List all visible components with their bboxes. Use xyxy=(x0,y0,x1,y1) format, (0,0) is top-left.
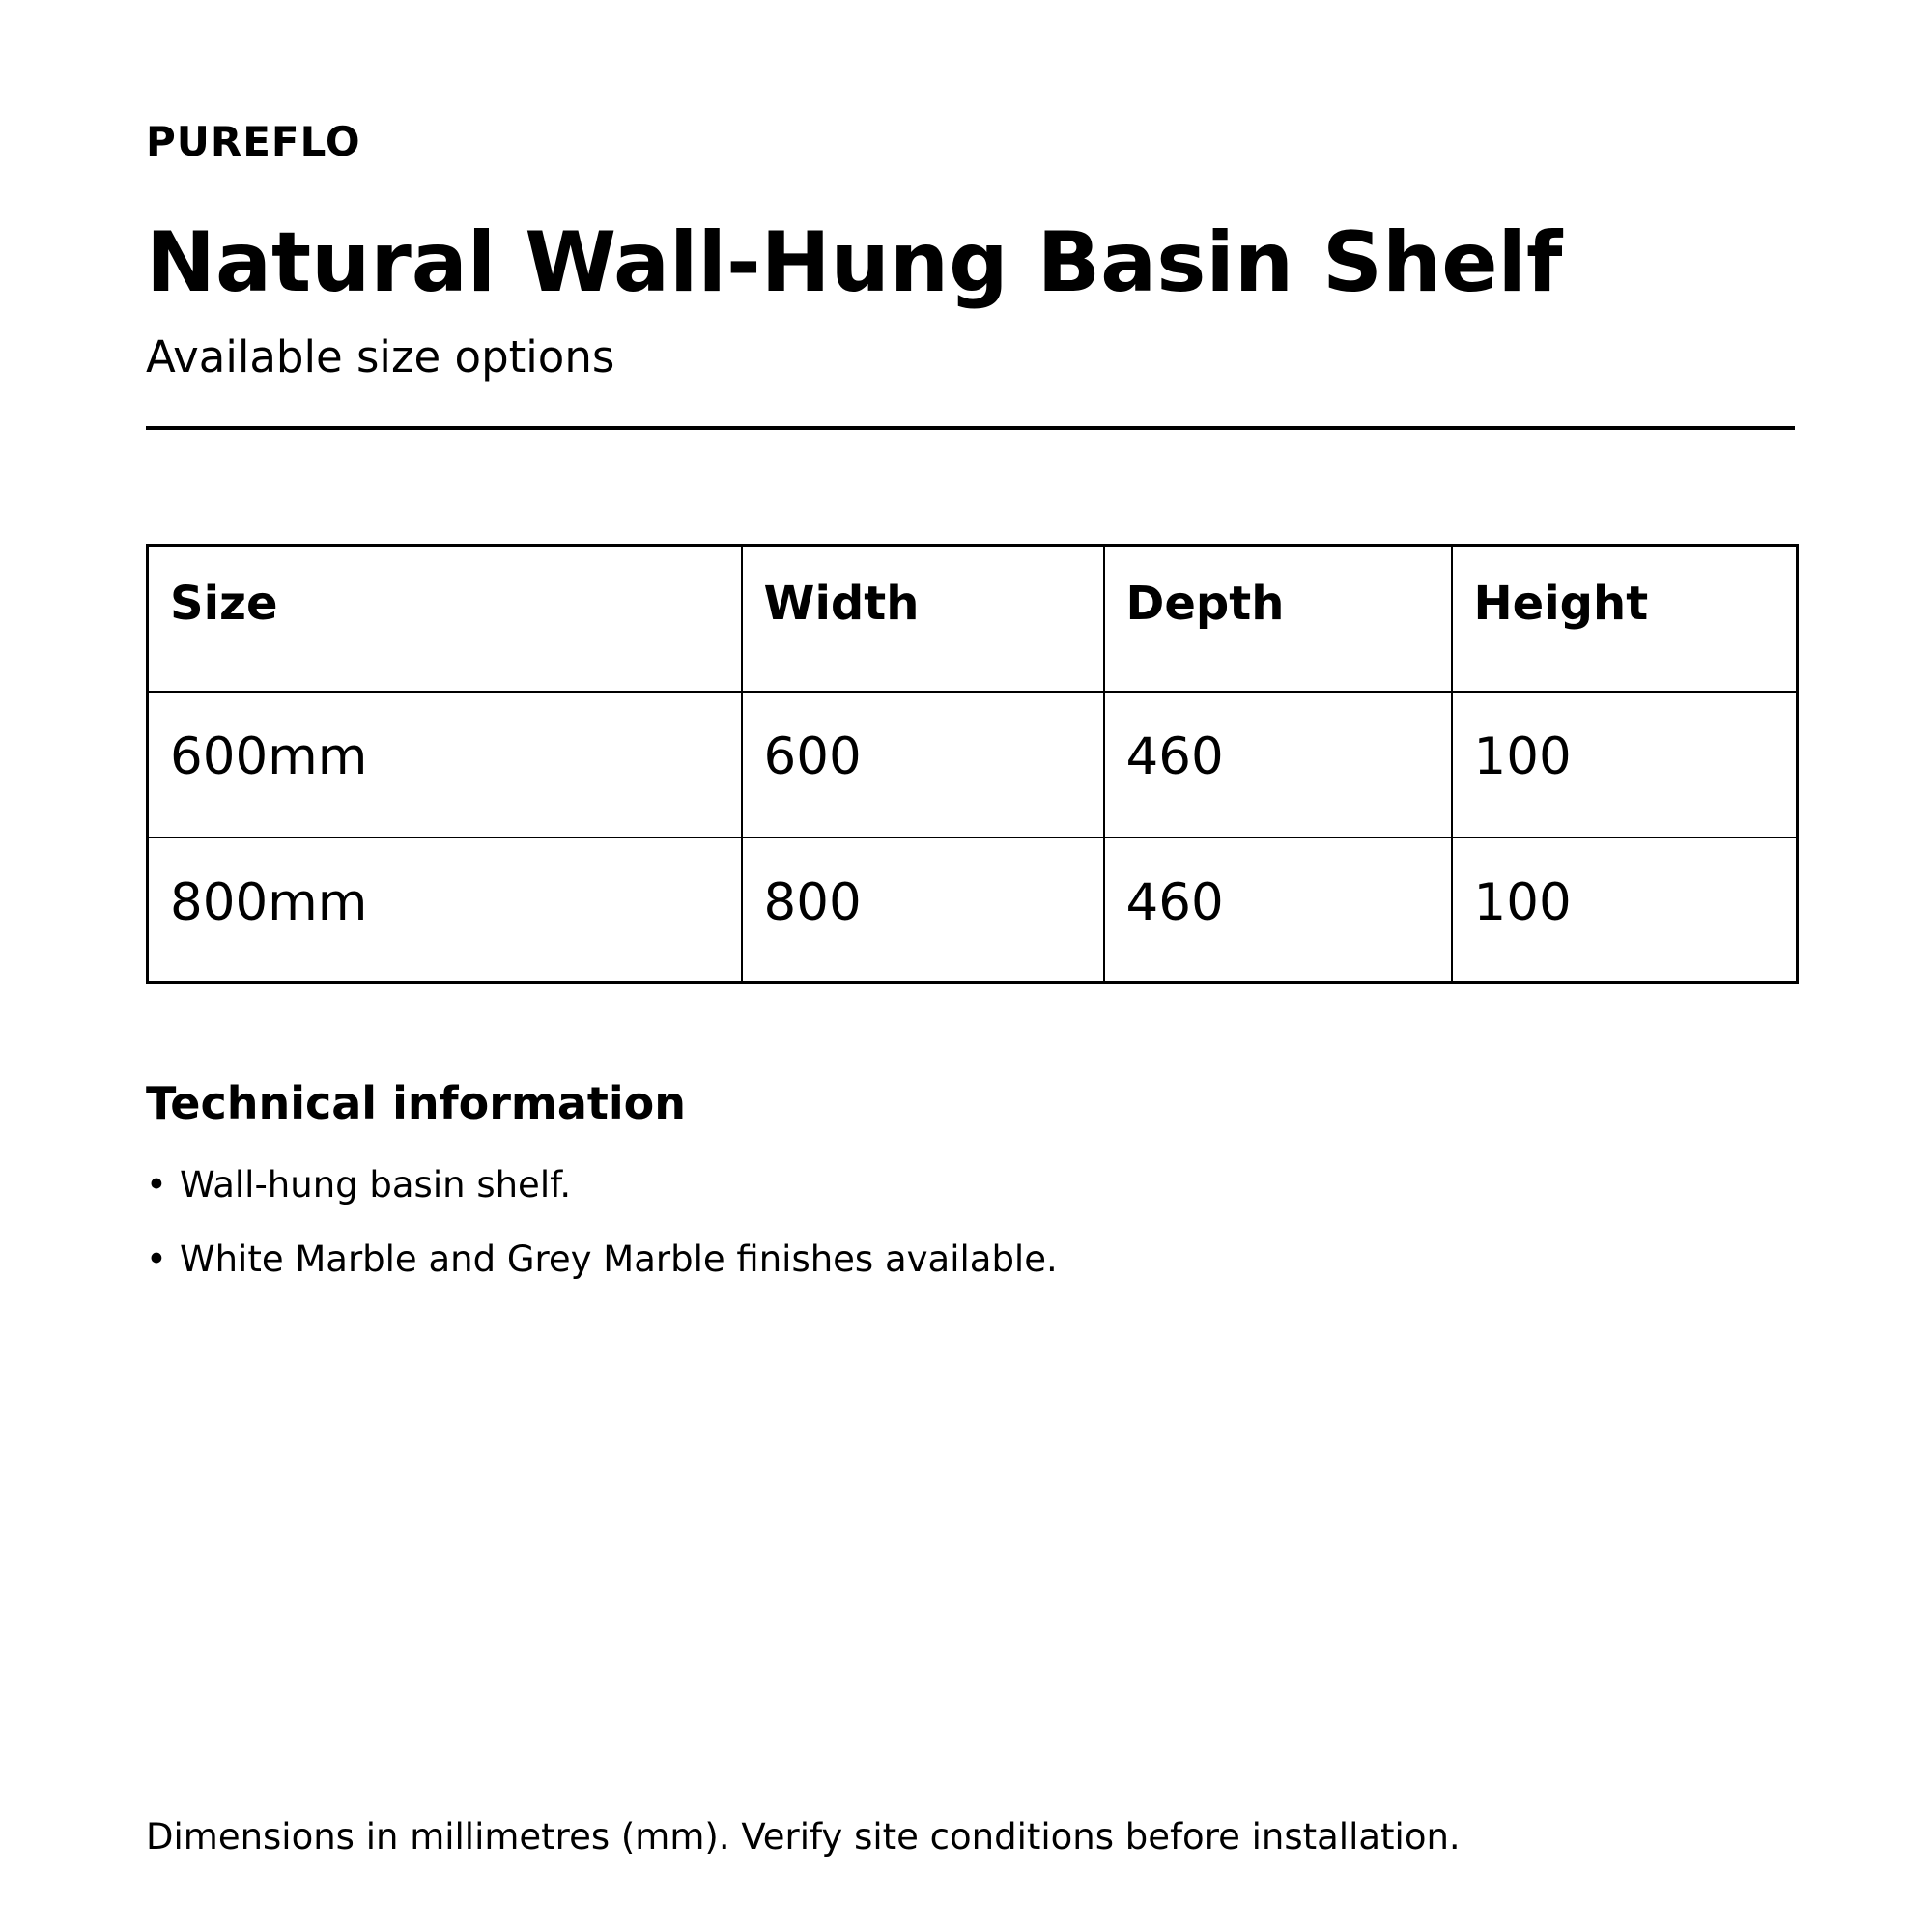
table-header-row xyxy=(148,546,1798,692)
brand-name: PUREFLO xyxy=(146,118,361,165)
cell-height: 100 xyxy=(1452,692,1798,838)
column-header-height: Height xyxy=(1452,546,1798,692)
cell-size: 800mm xyxy=(148,838,742,983)
table-row xyxy=(148,838,1798,983)
page-subtitle: Available size options xyxy=(146,331,615,383)
cell-size: 600mm xyxy=(148,692,742,838)
column-header-depth: Depth xyxy=(1104,546,1452,692)
technical-info-list xyxy=(146,1163,1058,1312)
cell-depth: 460 xyxy=(1104,838,1452,983)
footer-note: Dimensions in millimetres (mm). Verify site conditions before installation. xyxy=(146,1816,1461,1858)
list-item xyxy=(146,1237,1058,1312)
header-divider xyxy=(146,426,1795,430)
list-item-text: White Marble and Grey Marble finishes available. xyxy=(180,1238,1058,1280)
spec-sheet xyxy=(146,0,1795,1932)
list-item-text: Wall-hung basin shelf. xyxy=(180,1164,572,1206)
column-header-size: Size xyxy=(148,546,742,692)
list-item xyxy=(146,1163,1058,1237)
column-header-width: Width xyxy=(742,546,1104,692)
bullet-marker: • xyxy=(146,1164,167,1206)
page-title: Natural Wall-Hung Basin Shelf xyxy=(146,214,1563,311)
size-options-table xyxy=(146,544,1799,984)
cell-width: 600 xyxy=(742,692,1104,838)
bullet-marker: • xyxy=(146,1238,167,1280)
cell-width: 800 xyxy=(742,838,1104,983)
cell-height: 100 xyxy=(1452,838,1798,983)
technical-info-heading: Technical information xyxy=(146,1077,686,1129)
table-row xyxy=(148,692,1798,838)
cell-depth: 460 xyxy=(1104,692,1452,838)
